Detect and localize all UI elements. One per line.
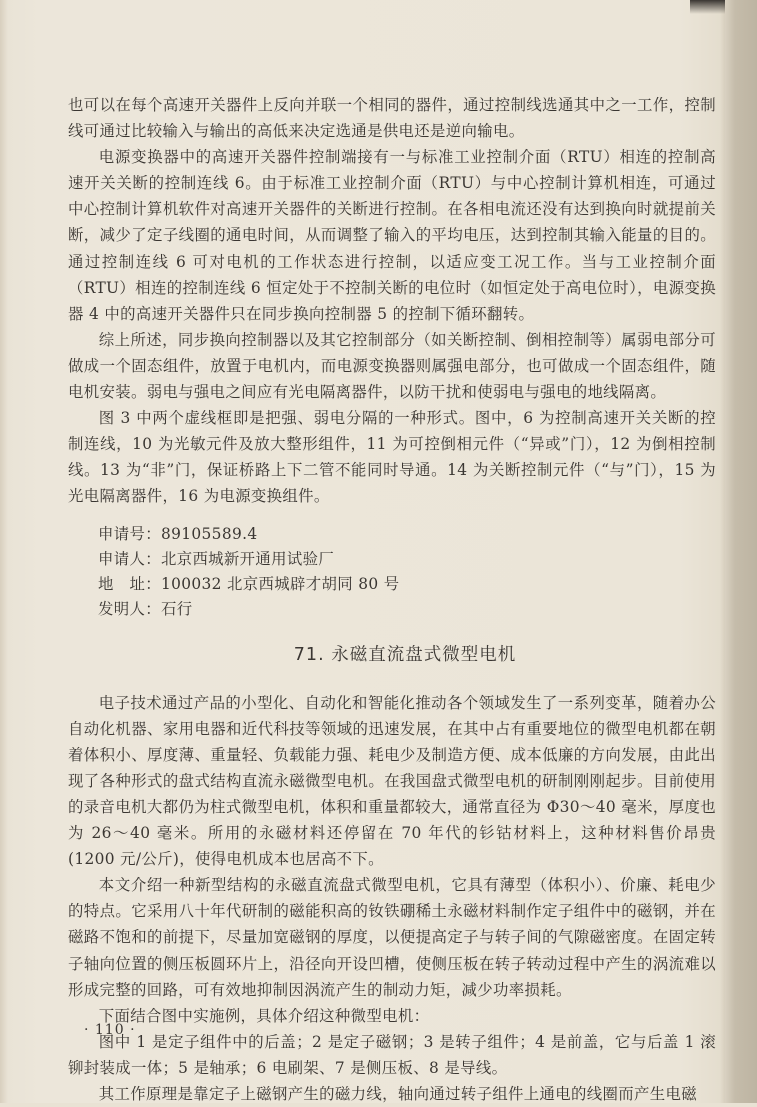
paragraph: 其工作原理是靠定子上磁钢产生的磁力线，轴向通过转子组件上通电的线圈而产生电磁 — [98, 1085, 697, 1103]
paragraph: 下面结合图中实施例，具体介绍这种微型电机： — [98, 1006, 430, 1025]
paragraph: 电子技术通过产品的小型化、自动化和智能化推动各个领域发生了一系列变革，随着办公自动化机器、家用电器和近代科技等领域的迅速发展，在其中占有重要地位的微型电机都在朝着体积小、厚度薄、重量轻、负载能力强、耗电少及制造方便、成本低廉的方向发展，由此出现了各种形式的盘式结构直流永磁微型电机。在我国盘式微型电机的研制刚刚起步。目前使用的录音电机大都仍为柱式微型电机，体积和重量都较大，通常直径为 Φ30～40 毫米，厚度也为 26～40 毫米。所用的永磁材料还停留在 70 年代的钐钴材料上，这种材料售价昂贵(1200 元/公斤)，使得电机成本也居高不下。 — [68, 693, 716, 869]
page-body — [68, 92, 716, 1107]
inventor: 发明人：石行 — [98, 599, 193, 618]
page-number: · 110 · — [84, 1022, 136, 1038]
application-number: 申请号：89105589.4 — [98, 524, 258, 543]
paragraph: 图 3 中两个虚线框即是把强、弱电分隔的一种形式。图中，6 为控制高速开关关断的控制连线，10 为光敏元件及放大整形组件，11 为可控倒相元件（“异或”门），12 为倒相控制线。13 为“非”门，保证桥路上下二管不能同时导通。14 为关断控制元件（“与”门），15 为光电隔离器件，16 为电源变换组件。 — [68, 409, 716, 506]
paragraph: 图中 1 是定子组件中的后盖；2 是定子磁钢；3 是转子组件；4 是前盖，它与后盖 1 滚铆封装成一体；5 是轴承；6 电刷架、7 是侧压板、8 是导线。 — [68, 1032, 716, 1077]
paragraph: 电源变换器中的高速开关器件控制端接有一与标准工业控制介面（RTU）相连的控制高速开关关断的控制连线 6。由于标准工业控制介面（RTU）与中心控制计算机相连，可通过中心控制计算机软件对高速开关器件的关断进行控制。在各相电流还没有达到换向时就提前关断，减少了定子线圈的通电时间，从而调整了输入的平均电压，达到控制其输入能量的目的。通过控制连线 6 可对电机的工作状态进行控制，以适应变工况工作。当与工业控制介面（RTU）相连的控制连线 6 恒定处于不控制关断的电位时（如恒定处于高电位时），电源变换器 4 中的高速开关器件只在同步换向控制器 5 的控制下循环翻转。 — [68, 148, 716, 323]
address: 地 址：100032 北京西城辟才胡同 80 号 — [98, 574, 400, 593]
paragraph: 也可以在每个高速开关器件上反向并联一个相同的器件，通过控制线选通其中之一工作，控制线可通过比较输入与输出的高低来决定选通是供电还是逆向输电。 — [68, 96, 716, 141]
book-gutter — [725, 0, 757, 1103]
section-title: 71. 永磁直流盘式微型电机 — [293, 644, 517, 665]
paragraph: 本文介绍一种新型结构的永磁直流盘式微型电机，它具有薄型（体积小）、价廉、耗电少的特点。它采用八十年代研制的磁能积高的钕铁硼稀土永磁材料制作定子组件中的磁钢，并在磁路不饱和的前提下，尽量加宽磁钢的厚度，以便提高定子与转子间的气隙磁密度。在固定转子轴向位置的侧压板圆环片上，沿径向开设凹槽，使侧压板在转子转动过程中产生的涡流难以形成完整的回路，可有效地抑制因涡流产生的制动力矩，减少功率损耗。 — [68, 876, 716, 999]
patent-info — [98, 522, 716, 622]
applicant: 申请人：北京西城新开通用试验厂 — [98, 549, 335, 568]
paragraph: 综上所述，同步换向控制器以及其它控制部分（如关断控制、倒相控制等）属弱电部分可做成一个固态组件，放置于电机内，而电源变换器则属强电部分，也可做成一个固态组件，随电机安装。弱电与强电之间应有光电隔离器件，以防干扰和使弱电与强电的地线隔离。 — [68, 330, 716, 402]
